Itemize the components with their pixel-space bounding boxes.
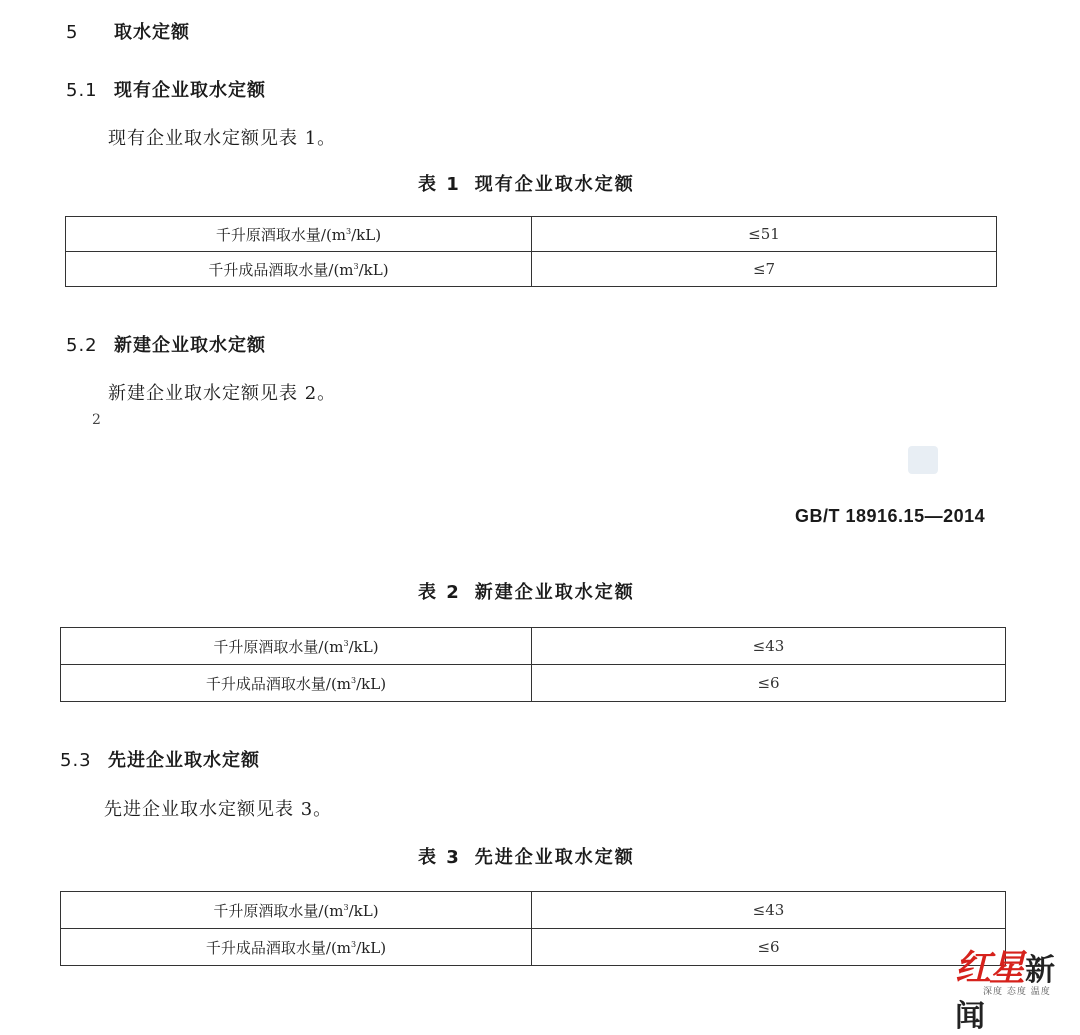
table-cell-value: ≤43 xyxy=(532,892,1006,929)
section-number: 5.1 xyxy=(66,80,98,101)
table-3-caption xyxy=(418,843,635,869)
table-number: 表 2 xyxy=(418,582,461,603)
table-row xyxy=(66,252,997,287)
page-number: 2 xyxy=(92,412,101,428)
section-5-2-heading xyxy=(66,331,266,357)
table-row xyxy=(61,628,1006,665)
section-number: 5.3 xyxy=(60,750,92,771)
section-5-3-heading xyxy=(60,746,260,772)
table-row xyxy=(61,929,1006,966)
standard-id: GB/T 18916.15—2014 xyxy=(795,506,986,526)
table-cell-value: ≤6 xyxy=(532,665,1006,702)
section-title: 取水定额 xyxy=(114,22,190,43)
table-2-caption xyxy=(418,578,635,604)
section-5-3-text: 先进企业取水定额见表 3。 xyxy=(104,799,333,820)
table-row xyxy=(61,665,1006,702)
logo-tagline: 深度 态度 温度 xyxy=(983,987,1051,997)
table-cell-value: ≤43 xyxy=(532,628,1006,665)
section-number: 5.2 xyxy=(66,335,98,356)
table-cell-label: 千升成品酒取水量$/(m^3/kL)$ xyxy=(61,929,532,966)
table-cell-label: 千升成品酒取水量$/(m^3/kL)$ xyxy=(66,252,532,287)
section-5-heading xyxy=(66,18,190,44)
table-number: 表 1 xyxy=(418,174,461,195)
section-5-1-text: 现有企业取水定额见表 1。 xyxy=(108,128,337,149)
section-title: 新建企业取水定额 xyxy=(114,335,266,356)
logo-brand-red: 红星 xyxy=(955,947,1024,989)
red-star-news-logo xyxy=(955,940,1075,1034)
table-2 xyxy=(60,627,1006,702)
section-title: 现有企业取水定额 xyxy=(114,80,266,101)
table-cell-value: ≤7 xyxy=(532,252,997,287)
table-title: 现有企业取水定额 xyxy=(474,174,635,195)
table-row xyxy=(66,217,997,252)
section-5-2-text: 新建企业取水定额见表 2。 xyxy=(108,383,337,404)
table-cell-value: ≤6 xyxy=(532,929,1006,966)
table-cell-label: 千升成品酒取水量$/(m^3/kL)$ xyxy=(61,665,532,702)
table-title: 先进企业取水定额 xyxy=(474,847,635,868)
table-row xyxy=(61,892,1006,929)
table-3 xyxy=(60,891,1006,966)
table-title: 新建企业取水定额 xyxy=(474,582,635,603)
watermark-icon xyxy=(908,446,938,474)
logo-brand-dark: 新闻 xyxy=(955,953,1056,1034)
section-5-1-heading xyxy=(66,76,266,102)
table-number: 表 3 xyxy=(418,847,461,868)
table-1 xyxy=(65,216,997,287)
table-cell-value: ≤51 xyxy=(532,217,997,252)
table-cell-label: 千升原酒取水量$/(m^3/kL)$ xyxy=(61,892,532,929)
table-cell-label: 千升原酒取水量$/(m^3/kL)$ xyxy=(66,217,532,252)
section-title: 先进企业取水定额 xyxy=(108,750,260,771)
table-1-caption xyxy=(418,170,635,196)
table-cell-label: 千升原酒取水量$/(m^3/kL)$ xyxy=(61,628,532,665)
section-number: 5 xyxy=(66,22,79,43)
